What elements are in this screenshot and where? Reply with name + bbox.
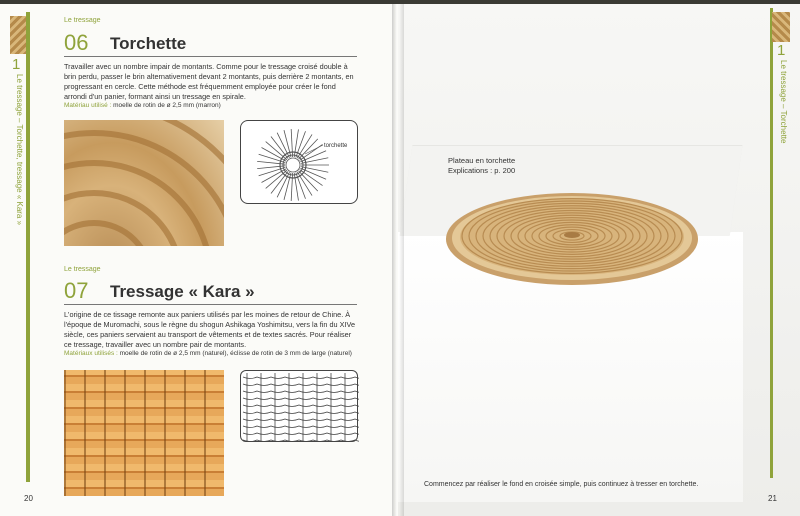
right-page [398, 4, 800, 516]
kara-diagram [240, 370, 358, 442]
tab-accent-bar [26, 12, 30, 482]
materials-text: moelle de rotin de ø 2,5 mm (naturel), éclisse de rotin de 3 mm de large (naturel) [119, 350, 352, 357]
section-body: Travailler avec un nombre impair de montants. Comme pour le tressage croisé double à brin perdu, passer le brin alternativement devant 2 montants, puis derrière 2 montants, en progressant en cercle. Cette méthode est fréquemment employée pour créer le fond arrondi d'un panier, formant ainsi un tressage en spirale. [64, 62, 354, 101]
photo-caption [448, 156, 515, 176]
right-chapter-tab [770, 8, 800, 508]
section-number: 06 [64, 30, 89, 55]
section-number: 07 [64, 278, 89, 303]
section-body: L'origine de ce tissage remonte aux paniers utilisés par les moines de retour de Chine. À l'époque de Muromachi, sous le règne du shogun Ashikaga Yoshimitsu, vers la fin du XIVe siècle, ces paniers servaient au transport de vêtements et de textes sacrés. Pour réaliser ce tressage, travailler avec un nombre pair de montants. [64, 310, 356, 349]
chapter-number: 1 [12, 56, 21, 73]
chapter-vertical-title: Le tressage – Torchette, tressage « Kara » [15, 74, 24, 226]
diagram-callout: torchette [324, 143, 348, 149]
torchette-diagram-svg [241, 121, 359, 205]
tab-accent-bar [770, 8, 773, 478]
caption-reference: Explications : p. 200 [448, 166, 516, 175]
materials-text: moelle de rotin de ø 2,5 mm (marron) [113, 102, 221, 109]
left-chapter-tab [0, 12, 30, 512]
section-label: Le tressage [64, 266, 101, 273]
section-label: Le tressage [64, 17, 101, 24]
materials-label: Matériaux utilisés : [64, 350, 118, 357]
page-number-left: 20 [24, 494, 33, 503]
materials-line [64, 102, 221, 109]
torchette-photo [64, 120, 224, 246]
chapter-vertical-title: Le tressage – Torchette [779, 60, 788, 144]
title-rule [64, 56, 357, 57]
kara-weave-photo [64, 370, 224, 496]
torchette-plate-photo [442, 189, 702, 299]
chapter-number: 1 [777, 42, 786, 59]
materials-label: Matériau utilisé : [64, 102, 112, 109]
section-title: Tressage « Kara » [110, 282, 255, 301]
kara-diagram-svg [241, 371, 359, 443]
materials-line [64, 350, 352, 357]
section-title: Torchette [110, 34, 187, 53]
photo-footnote: Commencez par réaliser le fond en croisée simple, puis continuez à tresser en torchette. [424, 481, 699, 488]
left-page [0, 4, 398, 516]
tab-thumbnail [772, 12, 790, 42]
torchette-diagram [240, 120, 358, 204]
title-rule [64, 304, 357, 305]
book-gutter [392, 4, 404, 516]
page-number-right: 21 [768, 494, 777, 503]
caption-title: Plateau en torchette [448, 156, 516, 165]
